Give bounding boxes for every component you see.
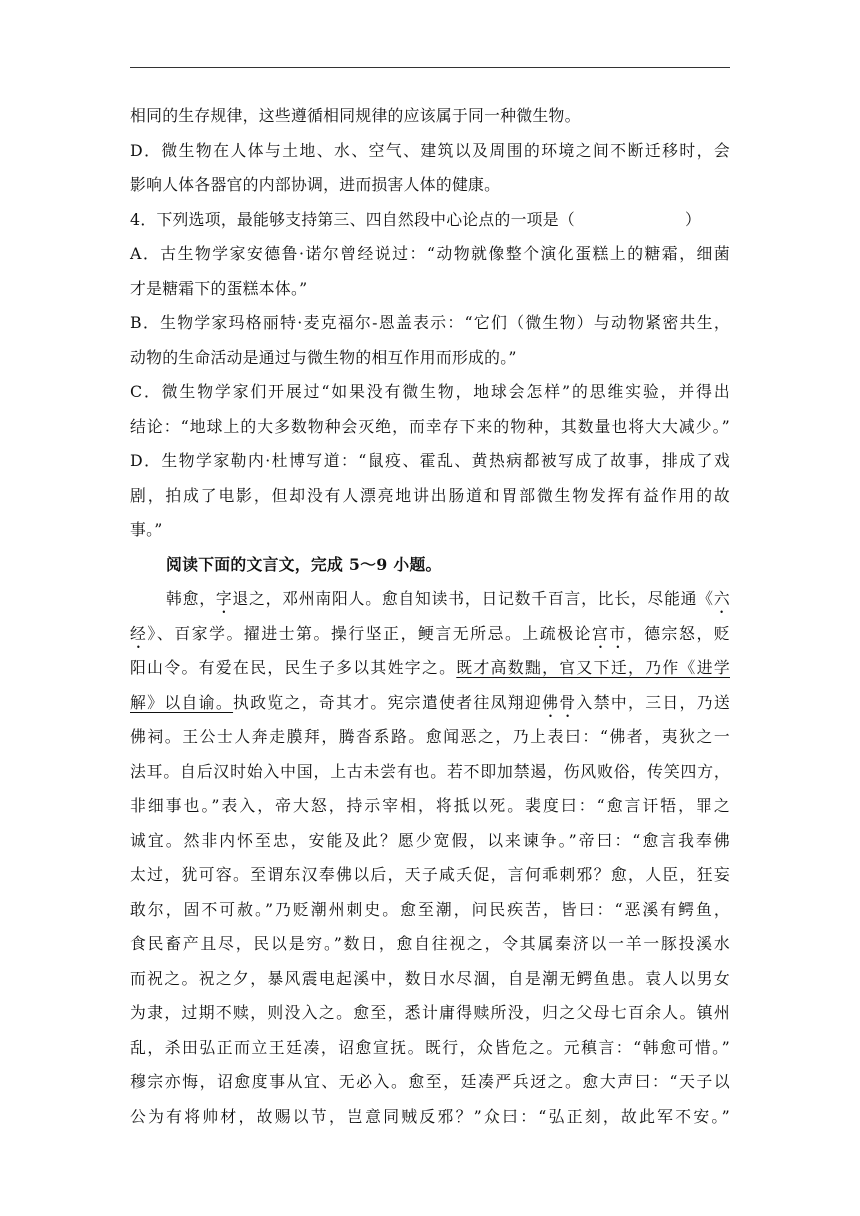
paren-close: ） [684,209,702,229]
text-run: 非细事也。”表入，帝大怒，持示宰相，将抵以死。裴度曰：“愈言讦牾，罪之 [130,796,730,815]
passage-line [130,893,730,928]
passage-line [130,927,730,962]
dotted-word: 经 [130,623,148,643]
text-run: 敢尔，固不可赦。”乃贬潮州刺史。愈至潮，问民疾苦，皆曰：“恶溪有鳄鱼， [130,899,730,919]
text-run: A．古生物学家安德鲁·诺尔曾经说过：“动物就像整个演化蛋糕上的糖霜，细菌 [130,244,730,263]
text-run: 乱，杀田弘正而立王廷凑，诏愈宣抚。既行，众皆危之。元稹言：“韩愈可惜。” [130,1037,730,1057]
text-run: 法耳。自后汉时始入中国，上古未尝有也。若不即加禁遏，伤风败俗，传笑四方， [130,761,730,781]
text-run: 太过，犹可容。至谓东汉奉佛以后，天子咸夭促，言何乖刺邪？愈，人臣，狂妄 [130,865,730,884]
passage-line [130,617,730,652]
option-b-line [130,306,730,341]
question-4-stem [130,203,730,238]
passage-line [130,1065,730,1100]
text-run: 事。” [130,520,163,539]
text-run: 公为有将帅材，故赐以节，岂意同贼反邪？”众曰：“弘正刻，故此军不安。” [130,1106,730,1126]
option-a-line [130,237,730,272]
text-run: 动物的生命活动是通过与微生物的相互作用而形成的。” [130,347,517,367]
text-run: 而祝之。祝之夕，暴风震电起溪中，数日水尽涸，自是潮无鳄鱼患。袁人以男女 [130,968,730,988]
text-run: 佛祠。王公士人奔走膜拜，腾沓系路。愈闻恶之，乃上表曰：“佛者，夷狄之一 [130,727,730,746]
passage-line [130,720,730,755]
passage-line [130,582,730,617]
text-run: 食民畜产且尽，民以是穷。”数日，愈自往视之，令其属秦济以一羊一豚投溪水 [130,934,730,953]
document-body [130,99,730,1134]
text-line [130,99,730,134]
underlined-sentence: 既才高数黜，官又下迁，乃作《进学 [456,658,730,677]
text-line [130,168,730,203]
text-line [130,341,730,376]
text-line [130,410,730,445]
option-c-line [130,375,730,410]
dotted-word: 佛骨 [542,692,577,712]
text-line [130,513,730,548]
text-line [130,272,730,307]
question-text: 4．下列选项，最能够支持第三、四自然段中心论点的一项是（ [130,209,575,229]
passage-line [130,858,730,893]
option-d-line [130,134,730,169]
dotted-word: 六 [713,589,730,608]
text-run: 相同的生存规律，这些遵循相同规律的应该属于同一种微生物。 [130,106,581,125]
text-run: 执政览之，奇其才。宪宗遣使者往凤翔迎 [233,692,543,712]
passage-line [130,686,730,721]
text-run: 穆宗亦悔，诏愈度事从宜、无必入。愈至，廷凑严兵迓之。愈大声曰：“天子以 [130,1072,730,1091]
text-run: D．生物学家勒内·杜博写道：“鼠疫、霍乱、黄热病都被写成了故事，排成了戏 [130,451,730,470]
header-rule [130,67,730,68]
dotted-word: 字 [215,589,233,608]
text-line [130,479,730,514]
option-d-line [130,444,730,479]
text-run: 》、百家学。擢进士第。操行坚正，鲠言无所忌。上疏极论 [147,623,593,643]
passage-line [130,1100,730,1135]
text-run: 退之，邓州南阳人。愈自知读书，日记数千百言，比长，尽能通《 [232,589,714,608]
text-run: B．生物学家玛格丽特·麦克福尔-恩盖表示：“它们（微生物）与动物紧密共生， [130,313,730,332]
text-run: 结论：“地球上的大多数物种会灭绝，而幸存下来的物种，其数量也将大大减少。” [130,416,730,436]
passage-line [130,996,730,1031]
text-run: 诚宜。然非内怀至忠，安能及此？愿少宽假，以来谏争。”帝曰：“愈言我奉佛 [130,830,730,850]
text-run: 影响人体各器官的内部协调，进而损害人体的健康。 [130,175,501,194]
text-run: D．微生物在人体与土地、水、空气、建筑以及周围的环境之间不断迁移时，会 [130,140,730,160]
instruction-text: 阅读下面的文言文，完成 5～9 小题。 [166,554,442,574]
passage-line [130,962,730,997]
section-instruction [130,548,730,583]
passage-line [130,1031,730,1066]
text-run: 阳山令。有爱在民，民生子多以其姓字之。 [130,658,457,677]
text-run: 为隶，过期不赎，则没入之。愈至，悉计庸得赎所没，归之父母七百余人。镇州 [130,1003,730,1022]
text-run: ，德宗怒，贬 [626,623,730,643]
passage-line [130,789,730,824]
dotted-word: 宫市 [592,623,627,643]
text-run: C．微生物学家们开展过“如果没有微生物，地球会怎样”的思维实验，并得出 [130,382,730,401]
text-run: 韩愈， [166,589,216,608]
text-run: 剧，拍成了电影，但却没有人漂亮地讲出肠道和胃部微生物发挥有益作用的故 [130,485,730,505]
text-run: 才是糖霜下的蛋糕本体。” [130,278,308,298]
passage-line [130,755,730,790]
text-run: 入禁中，三日，乃送 [576,692,730,712]
underlined-sentence: 解》以自谕。 [130,692,234,712]
passage-line [130,651,730,686]
passage-line [130,824,730,859]
